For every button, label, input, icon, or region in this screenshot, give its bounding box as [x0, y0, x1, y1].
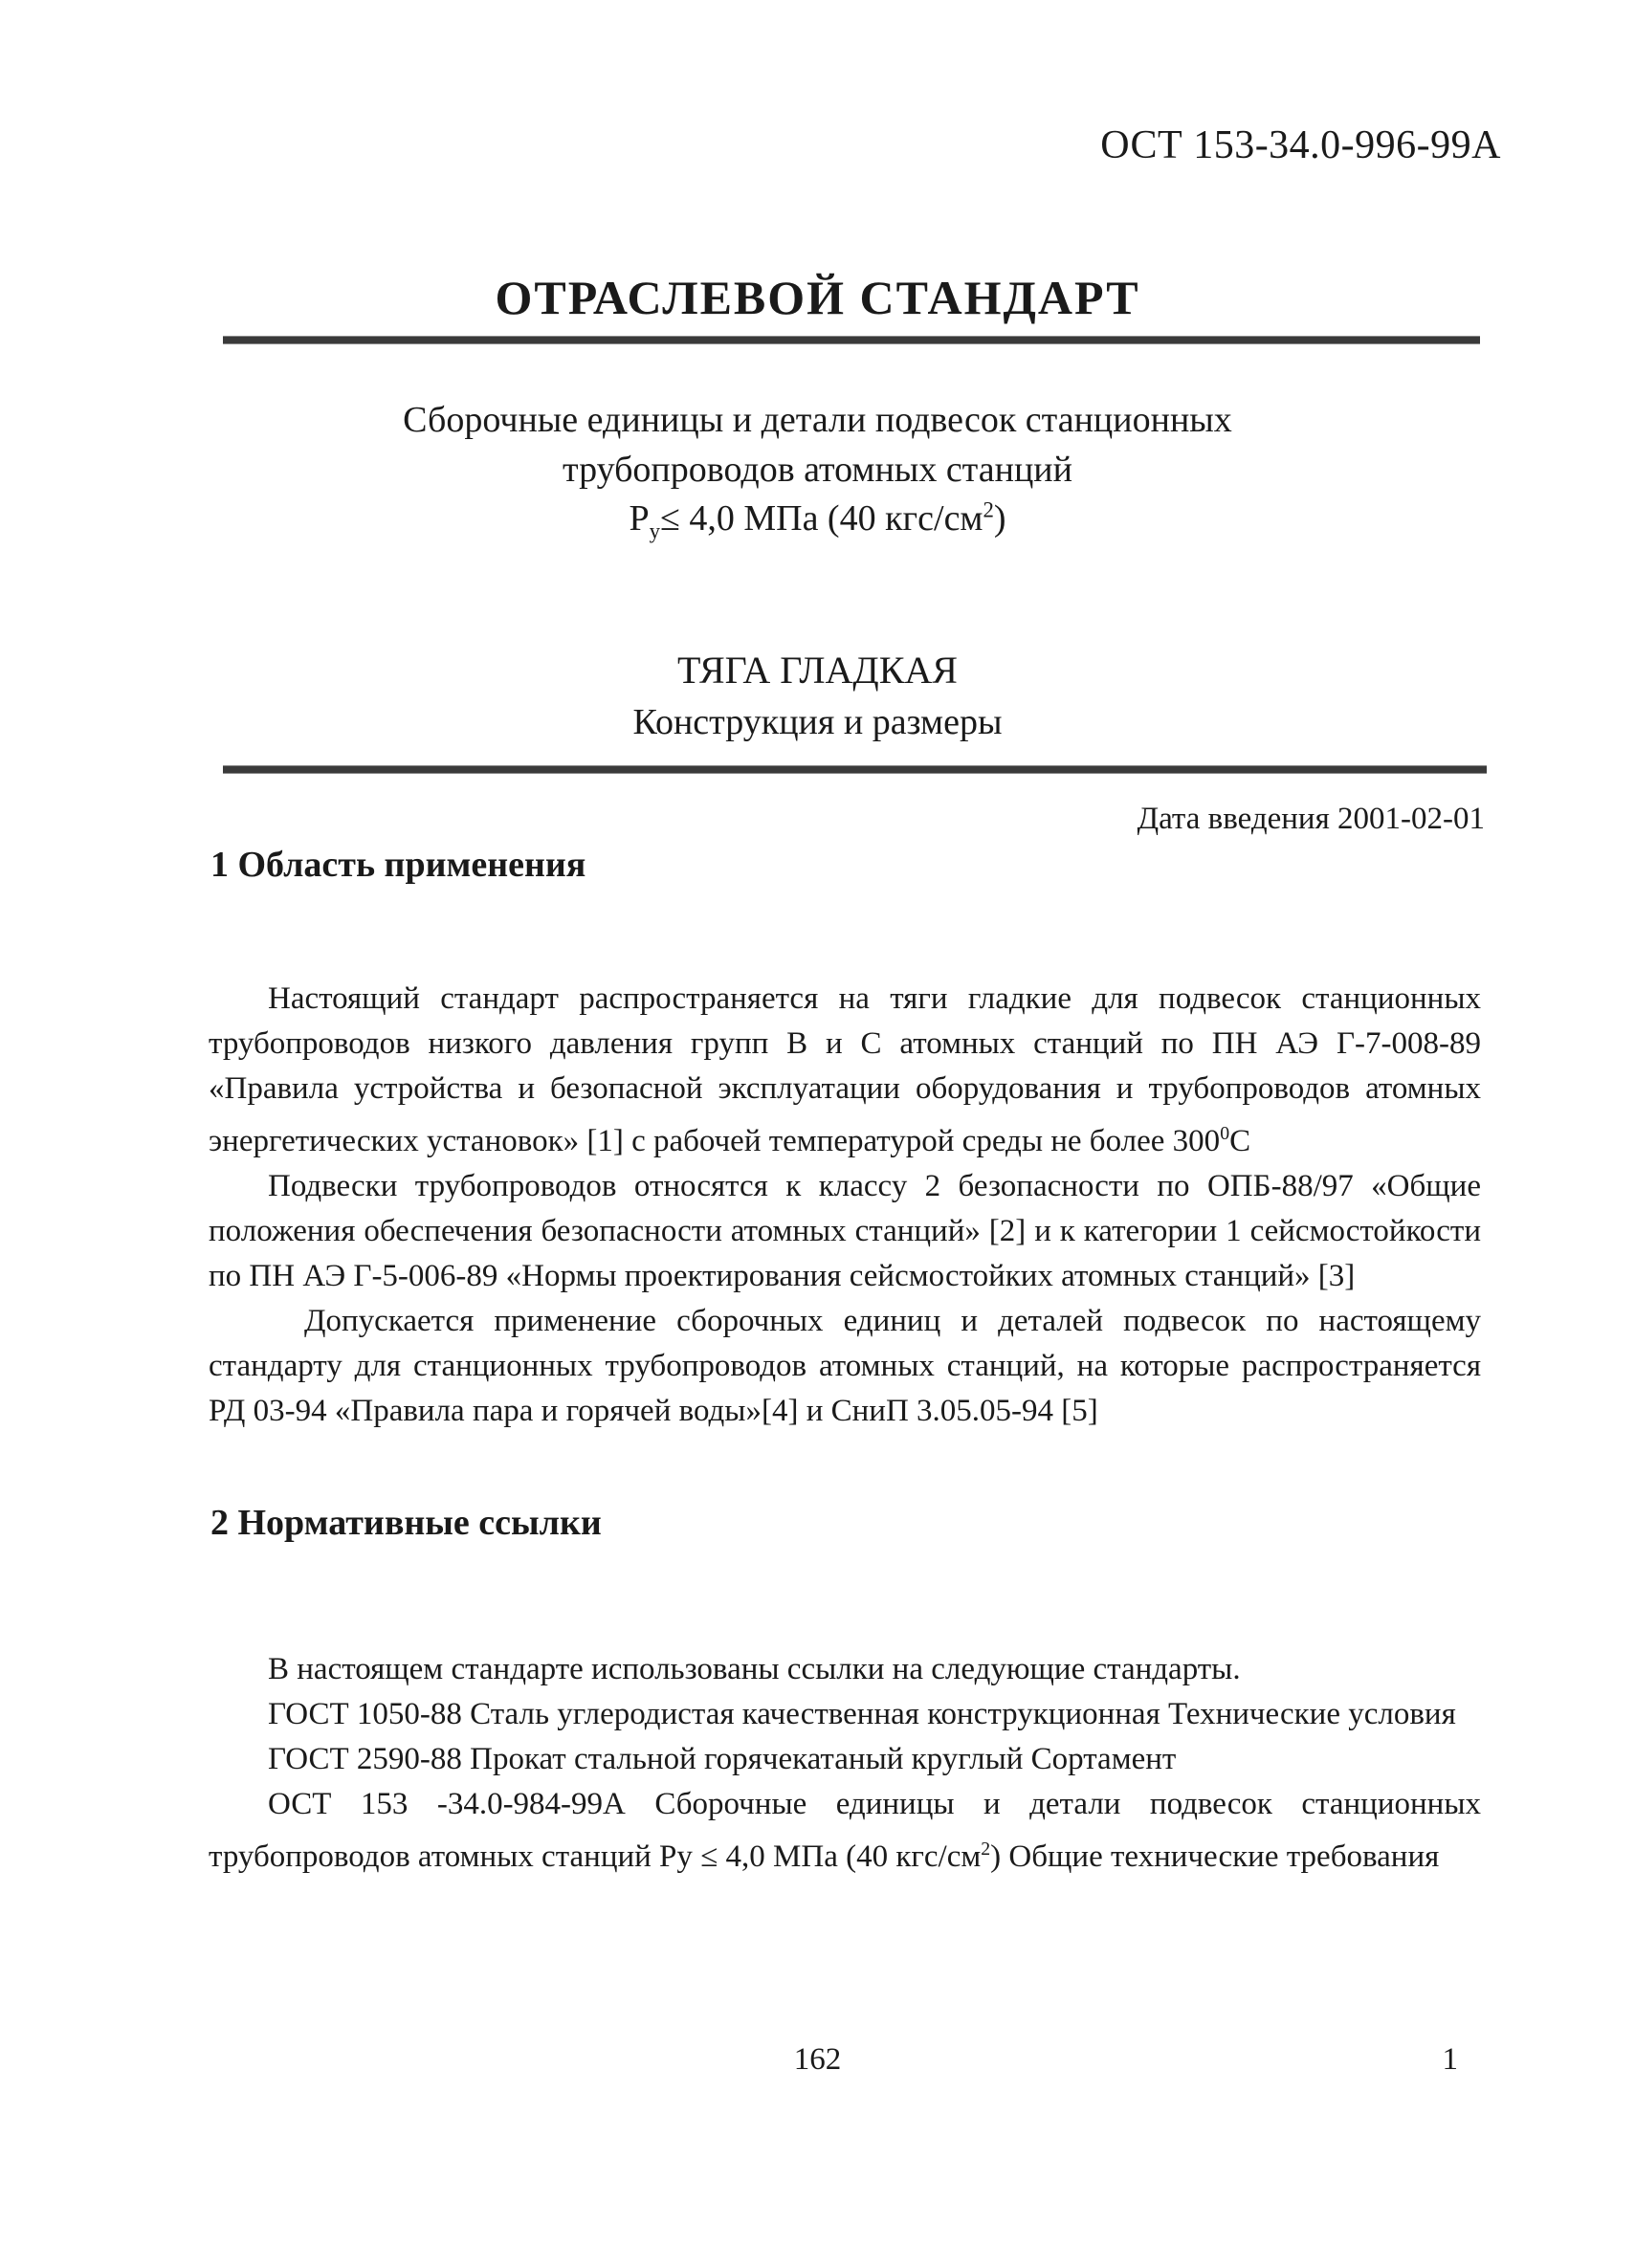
section-1-paragraph-3: Допускается применение сборочных единиц и деталей подвесок по настоящему стандарту для станционных трубопроводов атомных станций, на которые распространяется РД 03-94 «Правила пара и горячей воды»[4] и СниП 3.05.05-94 [5]	[209, 1304, 1481, 1428]
page-number-right: 1	[1442, 2042, 1458, 2077]
page-number-center: 162	[793, 2042, 842, 2077]
section-2-heading: 2 Нормативные ссылки	[210, 1503, 602, 1543]
section-2-body	[209, 1647, 1481, 1880]
section-1-paragraph-1: Настоящий стандарт распространяется на тяги гладкие для подвесок станционных трубопроводов низкого давления групп В и С атомных станций по ПН АЭ Г-7-008-89 «Правила устройства и безопасной эксплуатации оборудования и трубопроводов атомных энергетических установок» [1] с рабочей температурой среды не более $300^0С$	[209, 981, 1481, 1158]
reference-gost-1050: ГОСТ 1050-88 Сталь углеродистая качественная конструкционная Технические условия	[268, 1697, 1456, 1731]
page-title: ОТРАСЛЕВОЙ СТАНДАРТ	[495, 271, 1140, 324]
reference-gost-2590: ГОСТ 2590-88 Прокат стальной горячекатаный круглый Сортамент	[268, 1742, 1177, 1776]
section-1-heading: 1 Область применения	[210, 845, 586, 885]
pressure-rating: $Р_у\le 4,0$ МПа (40 кгс/$см^2$)	[629, 497, 1006, 543]
title-divider	[223, 336, 1480, 344]
document-subtitle: Конструкция и размеры	[632, 702, 1003, 742]
section-1-body	[209, 977, 1481, 1434]
effective-date: Дата введения 2001-02-01	[1137, 802, 1485, 836]
section-2-intro: В настоящем стандарте использованы ссылки на следующие стандарты.	[268, 1652, 1241, 1686]
subtitle-line-2: трубопроводов атомных станций	[563, 450, 1072, 490]
document-title: ТЯГА ГЛАДКАЯ	[677, 649, 958, 692]
subtitle-line-1: Сборочные единицы и детали подвесок станционных	[403, 400, 1232, 440]
document-code: ОСТ 153-34.0-996-99А	[1100, 123, 1501, 167]
header-divider	[223, 765, 1487, 774]
reference-ost-984: ОСТ 153 -34.0-984-99А Сборочные единицы и детали подвесок станционных трубопроводов атомных станций Ру ≤ 4,0 МПа (40 кгс/$см^2$) Общие технические требования	[209, 1787, 1481, 1874]
section-1-paragraph-2: Подвески трубопроводов относятся к классу 2 безопасности по ОПБ-88/97 «Общие положения обеспечения безопасности атомных станций» [2] и к категории 1 сейсмостойкости по ПН АЭ Г-5-006-89 «Нормы проектирования сейсмостойких атомных станций» [3]	[209, 1169, 1481, 1293]
